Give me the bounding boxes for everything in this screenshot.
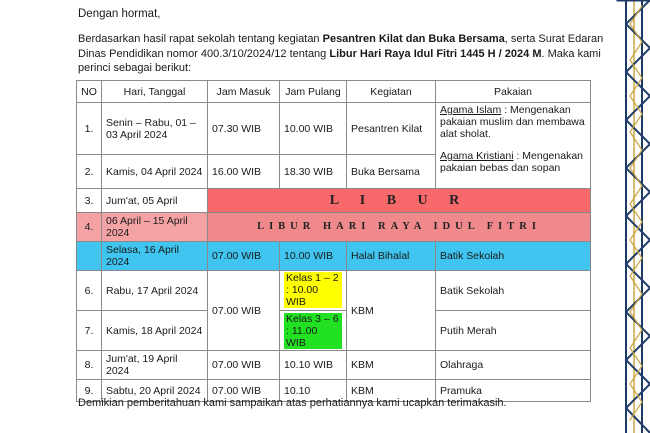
cell-hari: Rabu, 17 April 2024	[102, 271, 208, 311]
cell-kegiatan: KBM	[347, 380, 436, 402]
pakaian-kristiani-text: : Mengenakan pakaian bebas dan sopan	[440, 150, 583, 174]
jam-pulang-kelas-1-2: Kelas 1 – 2 : 10.00 WIB	[284, 272, 342, 308]
pakaian-islam-text: : Mengenakan pakaian muslim dan membawa alat sholat.	[440, 104, 585, 140]
header-jam-masuk: Jam Masuk	[208, 81, 280, 103]
cell-no: 4.	[77, 213, 102, 242]
cell-jam-pulang: 10.10	[280, 380, 347, 402]
cell-hari: 06 April – 15 April 2024	[102, 213, 208, 242]
cell-jam-masuk: 16.00 WIB	[208, 155, 280, 189]
header-no: NO	[77, 81, 102, 103]
cell-jam-pulang: 10.00 WIB	[280, 103, 347, 155]
greeting: Dengan hormat,	[78, 8, 161, 20]
cell-pakaian: Olahraga	[436, 351, 591, 380]
closing-sentence: Demikian pemberitahuan kami sampaikan atas perhatiannya kami ucapkan terimakasih.	[78, 397, 507, 409]
cell-kegiatan: Halal Bihalal	[347, 242, 436, 271]
cell-no: 1.	[77, 103, 102, 155]
cell-jam-masuk: 07.00 WIB	[208, 380, 280, 402]
pakaian-kristiani-label: Agama Kristiani	[440, 150, 514, 162]
intro-text-1: Berdasarkan hasil rapat sekolah tentang kegiatan	[78, 33, 323, 45]
cell-jam-pulang: 10.00 WIB	[280, 242, 347, 271]
cell-kegiatan: Buka Bersama	[347, 155, 436, 189]
header-kegiatan: Kegiatan	[347, 81, 436, 103]
cell-hari: Kamis, 18 April 2024	[102, 311, 208, 351]
cell-jam-masuk: 07.00 WIB	[208, 351, 280, 380]
cell-jam-pulang: 18.30 WIB	[280, 155, 347, 189]
jam-pulang-kelas-3-6: Kelas 3 – 6 : 11.00 WIB	[284, 313, 342, 349]
cell-no: 6.	[77, 271, 102, 311]
intro-text-2: , serta Surat Edaran Dinas Pendidikan nomor 400.3/10/2024/12 tentang	[78, 33, 604, 60]
header-hari-tanggal: Hari, Tanggal	[102, 81, 208, 103]
header-pakaian: Pakaian	[436, 81, 591, 103]
intro-bold-2: Libur Hari Raya Idul Fitri 1445 H / 2024 M	[329, 47, 542, 60]
cell-hari: Kamis, 04 April 2024	[102, 155, 208, 189]
cell-no: 8.	[77, 351, 102, 380]
cell-pakaian: Batik Sekolah	[436, 242, 591, 271]
cell-pakaian: Putih Merah	[436, 311, 591, 351]
libur-banner: L I B U R	[208, 189, 591, 213]
cell-no: 2.	[77, 155, 102, 189]
cell-hari: Senin – Rabu, 01 – 03 April 2024	[102, 103, 208, 155]
cell-no: 3.	[77, 189, 102, 213]
cell-kegiatan: KBM	[347, 351, 436, 380]
cell-kegiatan-merged: KBM	[347, 271, 436, 351]
cell-hari: Selasa, 16 April 2024	[102, 242, 208, 271]
cell-hari: Sabtu, 20 April 2024	[102, 380, 208, 402]
cell-jam-masuk: 07.30 WIB	[208, 103, 280, 155]
libur-idul-fitri-banner: LIBUR HARI RAYA IDUL FITRI	[208, 213, 591, 242]
cell-jam-pulang: 10.10 WIB	[280, 351, 347, 380]
cell-pakaian: Batik Sekolah	[436, 271, 591, 311]
cell-hari: Jum'at, 05 April	[102, 189, 208, 213]
header-jam-pulang: Jam Pulang	[280, 81, 347, 103]
cell-no: 7.	[77, 311, 102, 351]
cell-no: 9.	[77, 380, 102, 402]
pakaian-islam-label: Agama Islam	[440, 104, 502, 116]
cell-jam-masuk: 07.00 WIB	[208, 242, 280, 271]
intro-text-3: . Maka kami perinci sebagai berikut:	[78, 47, 601, 74]
cell-pakaian: Pramuka	[436, 380, 591, 402]
intro-bold-1: Pesantren Kilat dan Buka Bersama	[322, 33, 505, 45]
cell-jam-masuk-merged: 07.00 WIB	[208, 271, 280, 351]
cell-hari: Jum'at, 19 April 2024	[102, 351, 208, 380]
cell-kegiatan: Pesantren Kilat	[347, 103, 436, 155]
